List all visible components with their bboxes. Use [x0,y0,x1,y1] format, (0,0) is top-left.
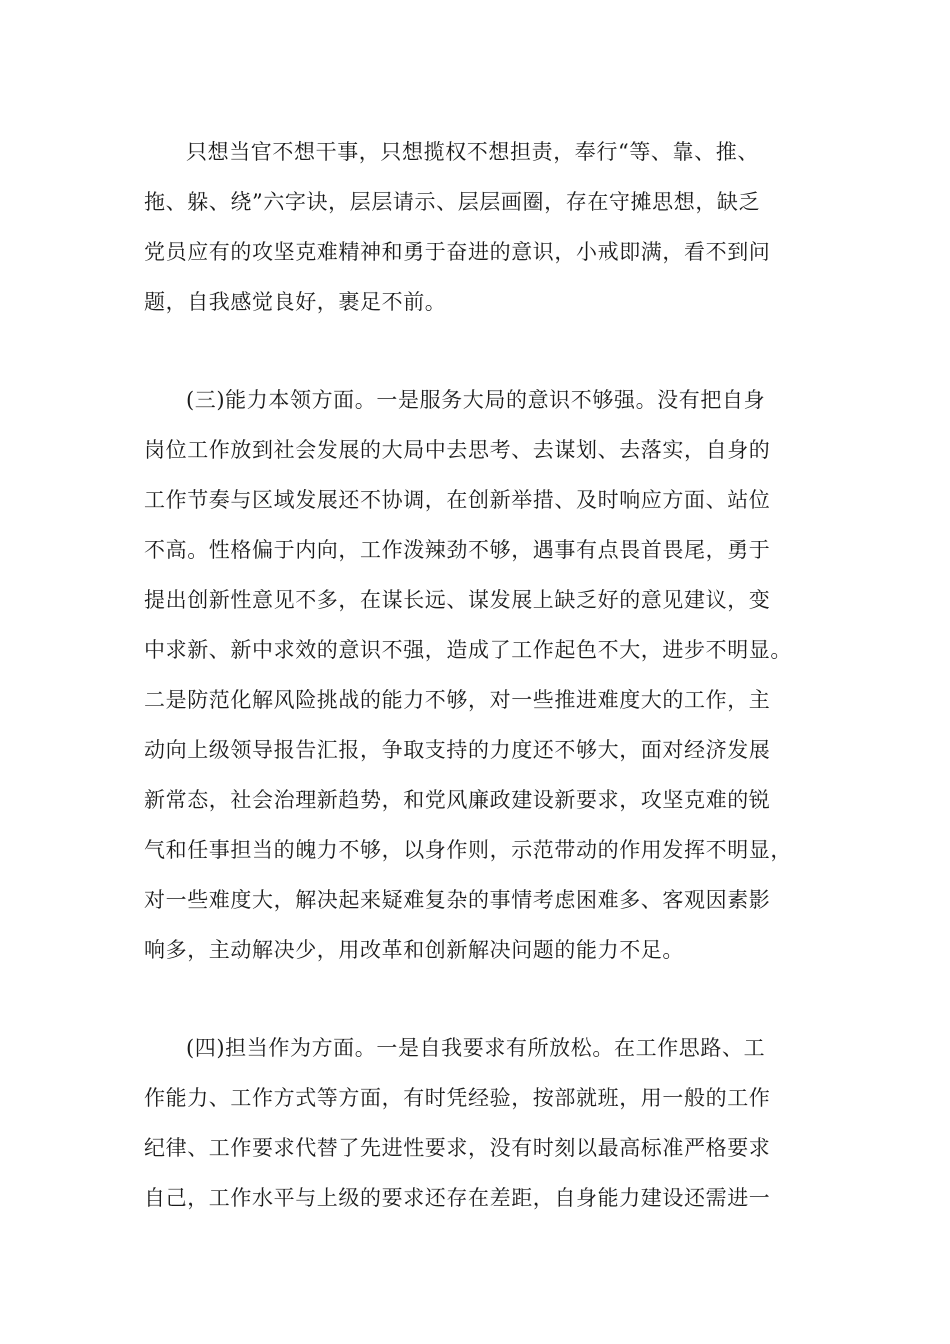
paragraph-line: 自己，工作水平与上级的要求还存在差距，自身能力建设还需进一 [144,1186,771,1210]
paragraph-line: (四)担当作为方面。一是自我要求有所放松。在工作思路、工 [186,1036,766,1060]
paragraph-line: 只想当官不想干事，只想揽权不想担责，奉行“等、靠、推、 [186,140,759,164]
paragraph-line: 工作节奏与区域发展还不协调，在创新举措、及时响应方面、站位 [144,488,771,512]
paragraph-line: 题，自我感觉良好，裹足不前。 [144,290,447,314]
paragraph-line: 动向上级领导报告汇报，争取支持的力度还不够大，面对经济发展 [144,738,771,762]
paragraph-line: 纪律、工作要求代替了先进性要求，没有时刻以最高标准严格要求 [144,1136,771,1160]
paragraph-line: 作能力、工作方式等方面，有时凭经验，按部就班，用一般的工作 [144,1086,771,1110]
paragraph-line: 气和任事担当的魄力不够，以身作则，示范带动的作用发挥不明显， [144,838,792,862]
paragraph-line: 提出创新性意见不多，在谋长远、谋发展上缺乏好的意见建议，变 [144,588,771,612]
paragraph-line: 二是防范化解风险挑战的能力不够，对一些推进难度大的工作，主 [144,688,771,712]
paragraph-line: 对一些难度大，解决起来疑难复杂的事情考虑困难多、客观因素影 [144,888,771,912]
paragraph-line: (三)能力本领方面。一是服务大局的意识不够强。没有把自身 [186,388,766,412]
paragraph-line: 新常态，社会治理新趋势，和党风廉政建设新要求，攻坚克难的锐 [144,788,771,812]
paragraph-line: 岗位工作放到社会发展的大局中去思考、去谋划、去落实，自身的 [144,438,771,462]
paragraph-line: 中求新、新中求效的意识不强，造成了工作起色不大，进步不明显。 [144,638,792,662]
paragraph-line: 不高。性格偏于内向，工作泼辣劲不够，遇事有点畏首畏尾，勇于 [144,538,771,562]
paragraph-line: 响多，主动解决少，用改革和创新解决问题的能力不足。 [144,938,684,962]
paragraph-line: 拖、躲、绕”六字诀，层层请示、层层画圈，存在守摊思想，缺乏 [144,190,761,214]
paragraph-line: 党员应有的攻坚克难精神和勇于奋进的意识，小戒即满，看不到问 [144,240,771,264]
